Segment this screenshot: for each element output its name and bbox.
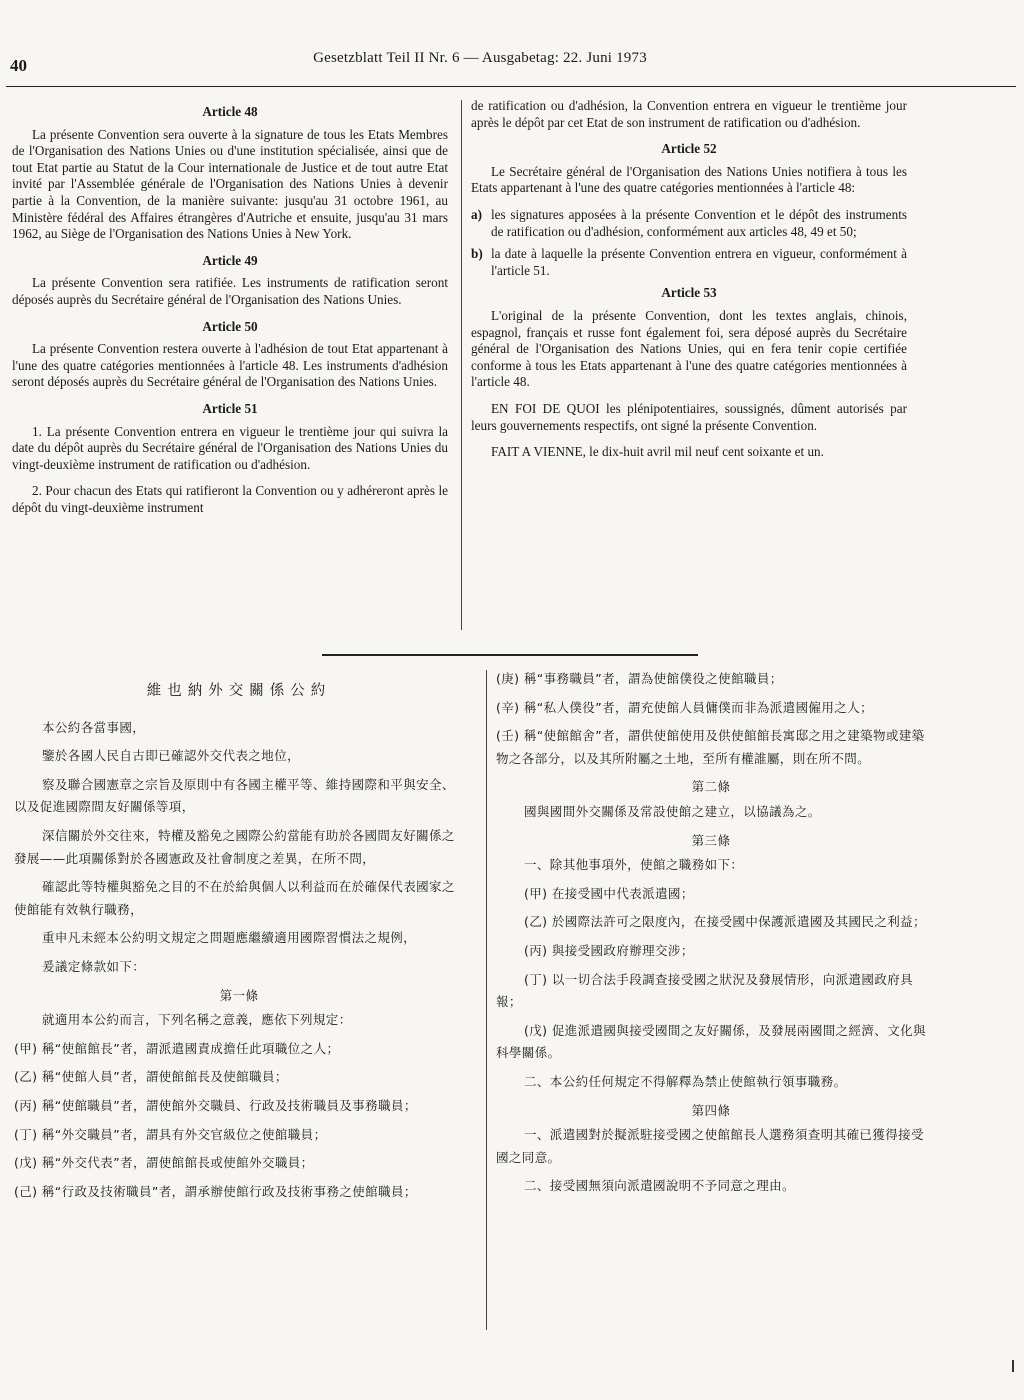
chinese-title: 維也納外交關係公約 bbox=[146, 683, 332, 699]
gazette-title: Gesetzblatt Teil II Nr. 6 — Ausgabetag: 22. Juni 1973 bbox=[313, 50, 647, 66]
chinese-paragraph: 確認此等特權與豁免之目的不在於給與個人以利益而在於確保代表國家之使館能有效執行職務， bbox=[14, 879, 455, 917]
chinese-paragraph: (甲) 在接受國中代表派遣國； bbox=[524, 885, 694, 901]
chinese-definition: (戊) 稱“外交代表”者，謂使館館長或使館外交職員； bbox=[14, 1155, 314, 1171]
chinese-definition: (丁) 稱“外交職員”者，謂具有外交官級位之使館職員； bbox=[14, 1126, 327, 1142]
paragraph: L'original de la présente Convention, dont les textes anglais, chinois, espagnol, français et russe font également foi, sera déposé auprès du Secrétaire général de l'Organisation des Nations Unies, qui en fera tenir copie certifiée conforme à tous les Etats appartenant à l'une des quatre catégories mentionnées à l'article 48. bbox=[471, 307, 907, 390]
article-title: Article 51 bbox=[202, 400, 258, 416]
article-title: Article 53 bbox=[661, 285, 717, 301]
chinese-paragraph: (丁) 以一切合法手段調查接受國之狀況及發展情形，向派遣國政府具報； bbox=[496, 971, 914, 1010]
section-rule bbox=[322, 654, 698, 656]
paragraph: 2. Pour chacun des Etats qui ratifieront la Convention ou y adhéreront après le dépôt du vingt-deuxième instrument bbox=[12, 483, 448, 515]
chinese-article-title: 第三條 bbox=[691, 832, 731, 848]
chinese-article-title: 第四條 bbox=[691, 1102, 731, 1118]
chinese-definition: (辛) 稱“私人僕役”者，謂充使館人員傭僕而非為派遣國僱用之人； bbox=[496, 699, 873, 715]
paragraph: La présente Convention sera ratifiée. Les instruments de ratification seront déposés auprès du Secrétaire général de l'Organisation des Nations Unies. bbox=[12, 275, 448, 307]
chinese-paragraph: (戊) 促進派遣國與接受國間之友好關係，及發展兩國間之經濟、文化與科學關係。 bbox=[496, 1022, 926, 1061]
header-rule bbox=[6, 86, 1016, 87]
paragraph: EN FOI DE QUOI les plénipotentiaires, soussignés, dûment autorisés par leurs gouvernements respectifs, ont signé la présente Convention. bbox=[471, 400, 907, 433]
chinese-column-left bbox=[14, 676, 464, 1209]
chinese-article-title: 第二條 bbox=[691, 779, 731, 795]
chinese-column-right bbox=[496, 668, 926, 1204]
column-divider bbox=[461, 100, 462, 630]
chinese-definition: (乙) 稱“使館人員”者，謂使館館長及使館職員； bbox=[14, 1069, 288, 1085]
paragraph: de ratification ou d'adhésion, la Convention entrera en vigueur le trentième jour après le dépôt par cet Etat de son instrument de ratification ou d'adhésion. bbox=[471, 98, 907, 130]
list-item bbox=[471, 207, 907, 240]
chinese-paragraph: 國與國間外交關係及常設使館之建立，以協議為之。 bbox=[524, 803, 821, 819]
chinese-article-title: 第一條 bbox=[219, 987, 259, 1003]
list-item-text: les signatures apposées à la présente Convention et le dépôt des instruments de ratification ou d'adhésion, conformément aux articles 48, 49 et 50; bbox=[491, 206, 907, 239]
chinese-paragraph: 二、本公約任何規定不得解釋為禁止使館執行領事職務。 bbox=[524, 1073, 847, 1089]
paragraph: La présente Convention sera ouverte à la signature de tous les Etats Membres de l'Organisation des Nations Unies ou d'une institution spécialisée, ainsi que de tout Etat partie au Statut de la Cour internationale de Justice et de tout autre Etat invité par l'Assemblée générale de l'Organisation des Nations Unies à devenir partie à la Convention, de la manière suivante: jusqu'au 31 octobre 1961, au Ministère fédéral des Affaires étrangères d'Autriche et ensuite, jusqu'au 31 mars 1962, au Siège de l'Organisation des Nations Unies à New York. bbox=[12, 126, 448, 242]
article-title: Article 48 bbox=[202, 104, 258, 119]
list-item-label: b) bbox=[471, 246, 483, 262]
chinese-definition: (丙) 稱“使館職員”者，謂使館外交職員、行政及技術職員及事務職員； bbox=[14, 1097, 417, 1113]
paragraph: La présente Convention restera ouverte à l'adhésion de tout Etat appartenant à l'une des quatre catégories mentionnées à l'article 48. Les instruments d'adhésion seront déposés auprès du Secrétaire général de l'Organisation des Nations Unies. bbox=[12, 341, 448, 390]
list-item-label: a) bbox=[471, 206, 482, 222]
french-column-right bbox=[471, 98, 907, 471]
french-column-left bbox=[12, 98, 448, 526]
chinese-paragraph: (乙) 於國際法許可之限度內，在接受國中保護派遣國及其國民之利益； bbox=[524, 914, 926, 930]
chinese-paragraph: 爰議定條款如下： bbox=[42, 958, 146, 974]
article-title: Article 49 bbox=[202, 252, 258, 268]
chinese-definition: (甲) 稱“使館館長”者，謂派遣國責成擔任此項職位之人； bbox=[14, 1040, 340, 1056]
chinese-paragraph: 深信關於外交往來，特權及豁免之國際公約當能有助於各國間友好關係之發展——此項關係對於各國憲政及社會制度之差異，在所不問， bbox=[14, 827, 455, 866]
page-number: 40 bbox=[10, 56, 27, 75]
chinese-column-divider bbox=[486, 670, 487, 1330]
page-header bbox=[0, 0, 1024, 90]
article-title: Article 50 bbox=[202, 318, 258, 334]
chinese-paragraph: 本公約各當事國， bbox=[42, 719, 146, 735]
chinese-paragraph: 察及聯合國憲章之宗旨及原則中有各國主權平等、維持國際和平與安全、以及促進國際間友好關係等項， bbox=[14, 776, 455, 815]
margin-mark bbox=[1012, 1360, 1014, 1372]
chinese-definition: (壬) 稱“使館館舍”者，謂供使館使用及供使館館長寓邸之用之建築物或建築物之各部分，以及其所附屬之土地，至所有權誰屬，則在所不問。 bbox=[496, 728, 925, 766]
chinese-paragraph: (丙) 與接受國政府辦理交涉； bbox=[524, 942, 694, 958]
chinese-definition: (庚) 稱“事務職員”者，謂為使館僕役之使館職員； bbox=[496, 671, 783, 686]
chinese-paragraph: 就適用本公約而言，下列名稱之意義，應依下列規定： bbox=[42, 1012, 352, 1028]
paragraph: 1. La présente Convention entrera en vigueur le trentième jour qui suivra la date du dépôt auprès du Secrétaire général de l'Organisation des Nations Unies du vingt-deuxième instrument de ratification ou d'adhésion. bbox=[12, 423, 448, 472]
article-title: Article 52 bbox=[661, 141, 717, 157]
list-item bbox=[471, 246, 907, 279]
list-item-text: la date à laquelle la présente Convention entrera en vigueur, conformément à l'article 51. bbox=[491, 246, 907, 278]
paragraph: Le Secrétaire général de l'Organisation des Nations Unies notifiera à tous les Etats appartenant à l'une des quatre catégories mentionnées à l'article 48: bbox=[471, 163, 907, 196]
chinese-paragraph: 鑒於各國人民自古即已確認外交代表之地位， bbox=[42, 748, 301, 764]
chinese-definition: (己) 稱“行政及技術職員”者，謂承辦使館行政及技術事務之使館職員； bbox=[14, 1183, 417, 1199]
chinese-paragraph: 重申凡未經本公約明文規定之問題應繼續適用國際習慣法之規例， bbox=[42, 930, 417, 946]
paragraph: FAIT A VIENNE, le dix-huit avril mil neuf cent soixante et un. bbox=[491, 444, 824, 460]
chinese-paragraph: 二、接受國無須向派遣國說明不予同意之理由。 bbox=[524, 1178, 795, 1194]
chinese-paragraph: 一、派遣國對於擬派駐接受國之使館館長人選務須查明其確已獲得接受國之同意。 bbox=[496, 1127, 924, 1165]
chinese-paragraph: 一、除其他事項外，使館之職務如下： bbox=[524, 857, 744, 873]
